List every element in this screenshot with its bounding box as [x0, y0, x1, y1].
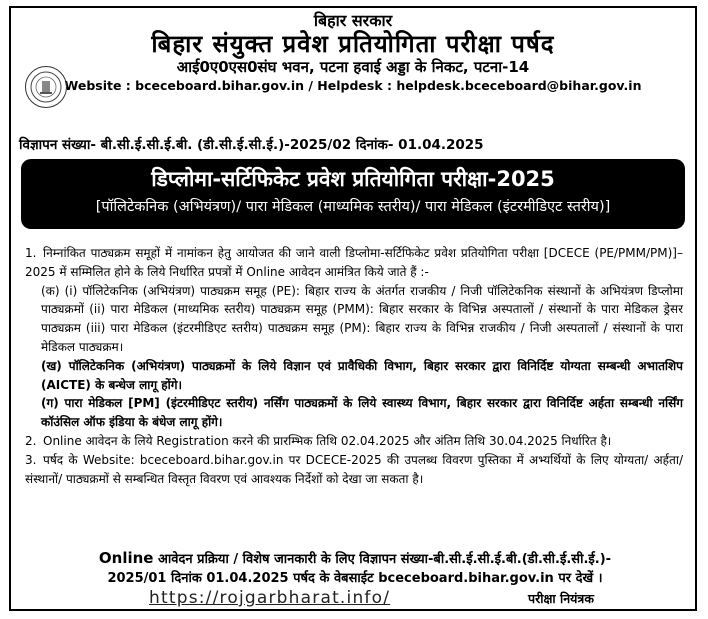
paragraph-number: 2.: [25, 433, 37, 448]
clause-kha: (ख) पॉलिटेकनिक (अभियंत्रण) पाठ्यक्रमों के लिये विज्ञान एवं प्रावैधिकी विभाग, बिहार सरकार द्वारा विनिर्दिष्ट योग्यता सम्बन्धी अभातशिप (AICTE) के बन्धेज लागू होंगे।: [41, 358, 683, 392]
note-line-1: आवेदन प्रक्रिया / विशेष जानकारी के लिए विज्ञापन संख्या-बी.सी.ई.सी.ई.बी.(डी.सी.ई.सी.ई.)-: [153, 552, 612, 567]
notice-body: [25, 244, 683, 488]
board-address: आई0ए0एस0संघ भवन, पटना हवाई अड्डा के निकट, पटना-14: [176, 58, 530, 76]
exam-title: डिप्लोमा-सर्टिफिकेट प्रवेश प्रतियोगिता परीक्षा-2025: [151, 167, 555, 191]
online-word: Online: [98, 549, 154, 567]
exam-subtitle: [पॉलिटेकनिक (अभियंत्रण)/ पारा मेडिकल (माध्यमिक स्तरीय)/ पारा मेडिकल (इंटरमीडिएट स्तरीय)]: [95, 199, 611, 215]
helpdesk-email[interactable]: helpdesk.bceceboard@bihar.gov.in: [396, 78, 642, 93]
paragraph-2: [25, 432, 683, 451]
note-line-2: 2025/01 दिनांक 01.04.2025 पर्षद के वेबसाईट bceceboard.bihar.gov.in पर देखें ।: [107, 571, 603, 586]
advertisement-page: [9, 6, 697, 611]
exam-banner: [21, 159, 685, 229]
paragraph-1: [25, 244, 683, 282]
paragraph-number: 3.: [25, 452, 37, 467]
paragraph-3: [25, 451, 683, 489]
board-name: बिहार संयुक्त प्रवेश प्रतियोगिता परीक्षा पर्षद: [151, 29, 555, 58]
exam-controller-signature: परीक्षा नियंत्रक: [528, 591, 594, 606]
emblem-seal-icon: [25, 66, 67, 108]
website-link[interactable]: bceceboard.bihar.gov.in: [135, 78, 305, 93]
advertisement-number: विज्ञापन संख्या- बी.सी.ई.सी.ई.बी. (डी.सी.ई.सी.ई.)-2025/02 दिनांक- 01.04.2025: [19, 137, 484, 153]
letterhead: [11, 12, 695, 95]
watermark-url[interactable]: https://rojgarbharat.info/: [149, 588, 391, 608]
clause-ka: (क) (i) पॉलिटेकनिक (अभियंत्रण) पाठ्यक्रम समूह (PE): बिहार राज्य के अंतर्गत राजकीय / निजी पॉलिटेकनिक संस्थानों के अभियंत्रण डिप्लोमा पाठ्यक्रमों (ii) पारा मेडिकल (माध्यमिक स्तरीय) पाठ्यक्रम समूह (PMM): बिहार सरकार के विभिन्न अस्पतालों / संस्थानों के पारा मेडिकल ड्रेसर पाठ्यक्रम (iii) पारा मेडिकल (इंटरमीडिएट स्तरीय) पाठ्यक्रम समूह (PM): बिहार राज्य के विभिन्न राजकीय / निजी अस्पतालों / संस्थानों के पारा मेडिकल पाठ्यक्रम।: [41, 283, 683, 354]
paragraph-number: 1.: [25, 246, 37, 260]
paragraph-text: निम्नांकित पाठ्यक्रम समूहों में नामांकन हेतु आयोजत की जाने वाली डिप्लोमा-सर्टिफिकेट प्रवेश प्रतियोगिता परीक्षा [DCECE (PE/PMM/PM)]–2025 में सम्मिलित होने के लिये निर्धारित प्रपत्रों में Online आवेदन आमंत्रित किये जाते हैं :-: [25, 246, 683, 279]
government-name: बिहार सरकार: [313, 11, 393, 30]
helpdesk-label: / Helpdesk :: [304, 78, 397, 93]
paragraph-text: Online आवेदन के लिये Registration करने की प्रारम्भिक तिथि 02.04.2025 और अंतिम तिथि 30.04.2025 निर्धारित है।: [43, 433, 612, 448]
contact-line: [11, 77, 695, 95]
website-label: Website :: [64, 78, 136, 93]
clause-ga: (ग) पारा मेडिकल [PM] (इंटरमीडिएट स्तरीय) नर्सिंग पाठ्यक्रमों के लिये स्वास्थ्य विभाग, बिहार सरकार द्वारा विनिर्दिष्ट अर्हता सम्बन्धी नर्सिंग कॉउंसिल ऑफ इंडिया के बंधेज लागू होंगे।: [41, 396, 683, 430]
paragraph-text: पर्षद के Website: bceceboard.bihar.gov.in पर DCECE-2025 की उपलब्ध विवरण पुस्तिका में अभ्यर्थियों के लिए योग्यता/ अर्हता/ संस्थानों/ पाठ्यक्रमों से सम्बन्धित विस्तृत विवरण एवं आवश्यक निर्देशों को देखा जा सकता है।: [25, 452, 683, 486]
online-application-note: [25, 549, 685, 588]
